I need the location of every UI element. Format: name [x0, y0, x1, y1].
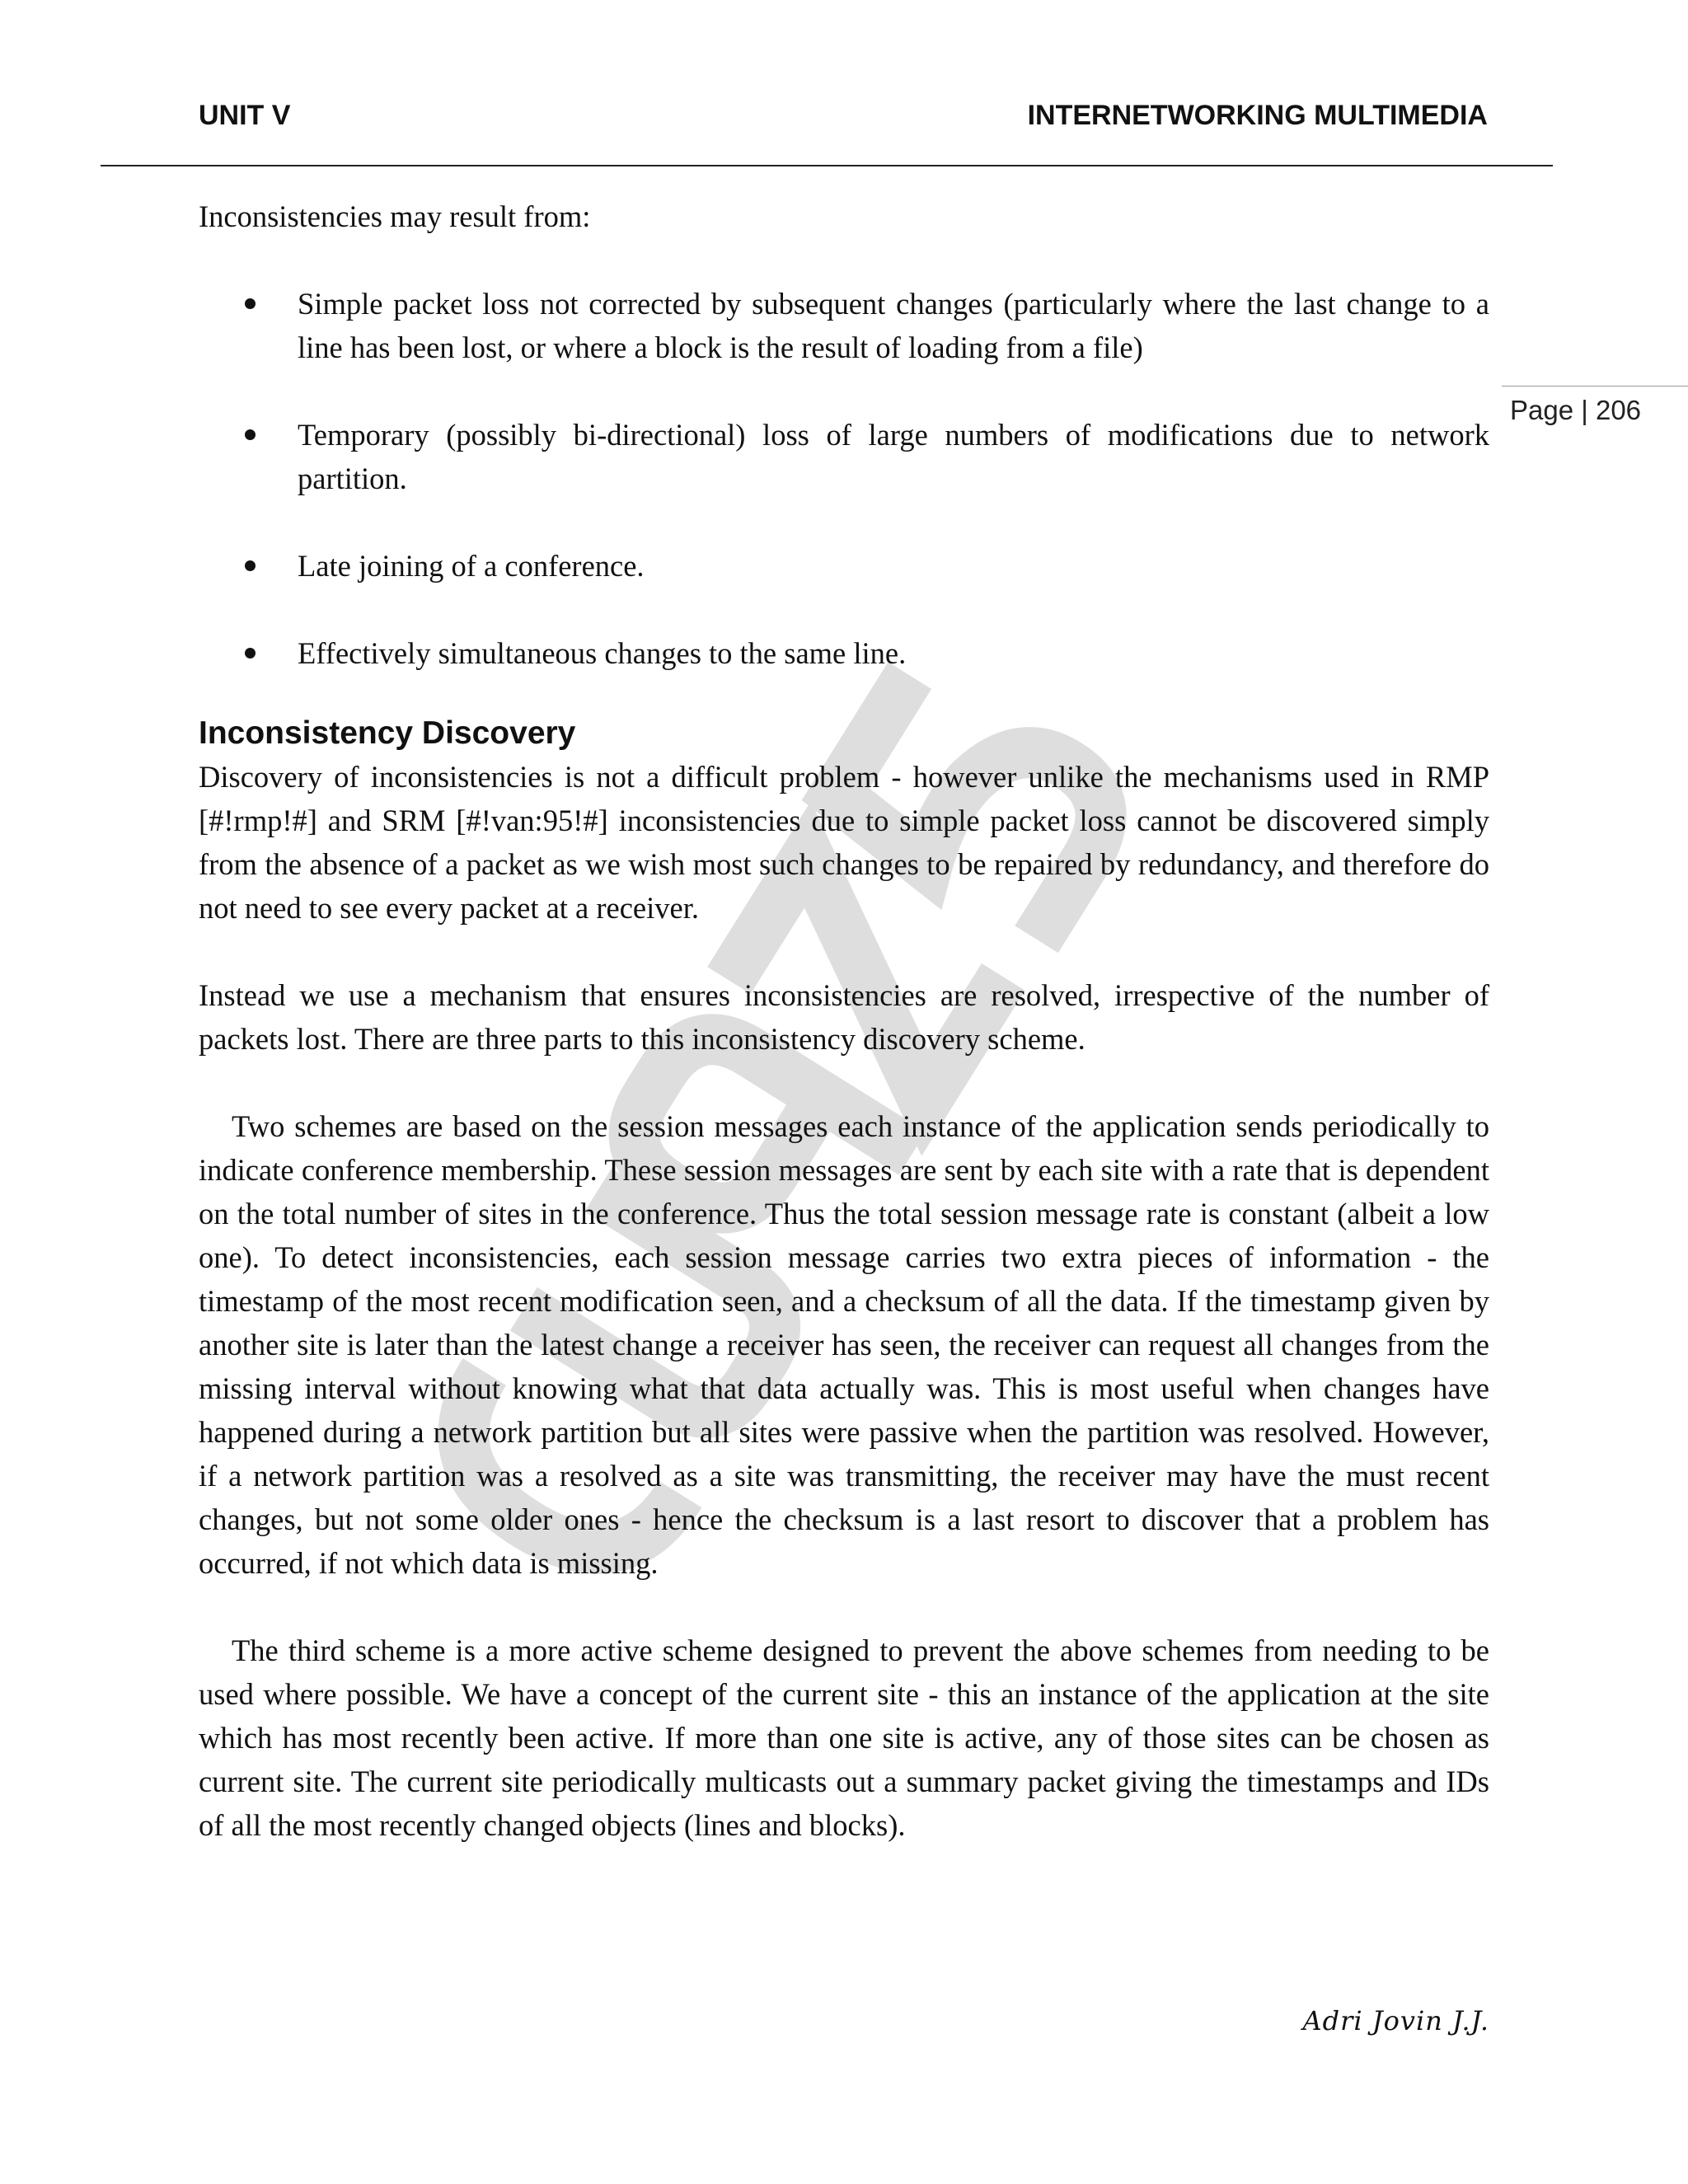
paragraph: Discovery of inconsistencies is not a difficult problem - however unlike the mechanisms used in RMP [#!rmp!#] and SRM [#!van:95!#] inconsistencies due to simple packet loss cannot be discovered simply from the absence of a packet as we wish most such changes to be repaired by redundancy, and therefore do not need to see every packet at a receiver.	[199, 760, 1489, 925]
bullet-text: Late joining of a conference.	[298, 549, 645, 583]
bullet-icon	[245, 298, 256, 309]
bullet-icon	[245, 429, 256, 440]
list-item	[199, 282, 1489, 369]
bullet-icon	[245, 648, 256, 658]
bullet-icon	[245, 560, 256, 571]
bullet-text: Temporary (possibly bi-directional) loss of large numbers of modifications due to network partition.	[298, 418, 1489, 495]
paragraph: Instead we use a mechanism that ensures inconsistencies are resolved, irrespective of the number of packets lost. There are three parts to this inconsistency discovery scheme.	[199, 978, 1489, 1056]
list-item	[199, 631, 1489, 675]
header-title: INTERNETWORKING MULTIMEDIA	[1027, 100, 1488, 131]
intro-text: Inconsistencies may result from:	[199, 199, 591, 233]
header-unit: UNIT V	[199, 100, 291, 131]
header-divider	[101, 165, 1553, 166]
page-number: Page | 206	[1510, 395, 1642, 425]
paragraph: Two schemes are based on the session messages each instance of the application sends periodically to indicate conference membership. These session messages are sent by each site with a rate that is dependent on the total number of sites in the conference. Thus the total session message rate is constant (albeit a low one). To detect inconsistencies, each session message carries two extra pieces of information - the timestamp of the most recent modification seen, and a checksum of all the data. If the timestamp given by another site is later than the latest change a receiver has seen, the receiver can request all changes from the missing interval without knowing what that data actually was. This is most useful when changes have happened during a network partition but all sites were passive when the partition was resolved. However, if a network partition was a resolved as a site was transmitting, the receiver may have the must recent changes, but not some older ones - hence the checksum is a last resort to discover that a problem has occurred, if not which data is missing.	[199, 1109, 1489, 1580]
list-item	[199, 413, 1489, 500]
list-item	[199, 544, 1489, 588]
bullet-list	[199, 282, 1489, 675]
page-number-divider	[1502, 386, 1688, 387]
paragraph: The third scheme is a more active scheme designed to prevent the above schemes from needing to be used where possible. We have a concept of the current site - this an instance of the application at the site which has most recently been active. If more than one site is active, any of those sites can be chosen as current site. The current site periodically multicasts out a summary packet giving the timestamps and IDs of all the most recently changed objects (lines and blocks).	[199, 1633, 1489, 1842]
section-heading: Inconsistency Discovery	[199, 715, 576, 751]
bullet-text: Simple packet loss not corrected by subsequent changes (particularly where the last change to a line has been lost, or where a block is the result of loading from a file)	[298, 287, 1489, 364]
author-signature: Adri Jovin J.J.	[1302, 2005, 1489, 2036]
bullet-text: Effectively simultaneous changes to the same line.	[298, 636, 907, 670]
page-content	[199, 194, 1489, 1847]
